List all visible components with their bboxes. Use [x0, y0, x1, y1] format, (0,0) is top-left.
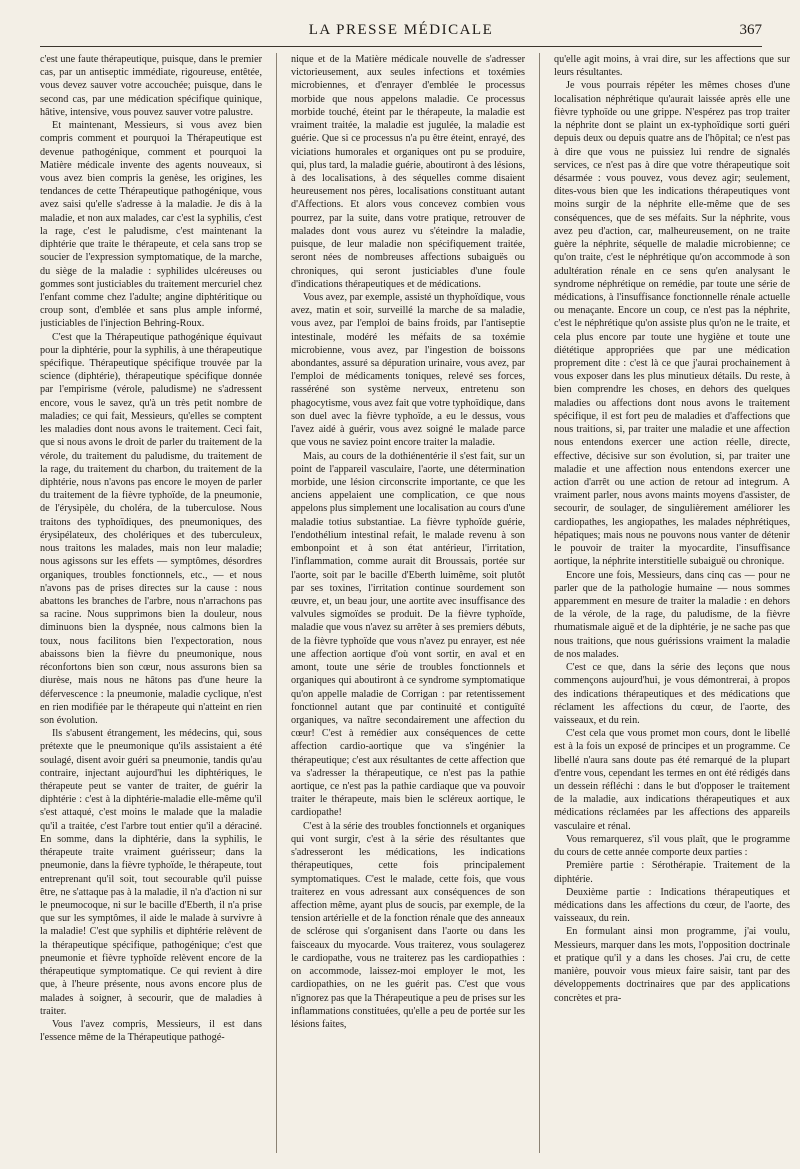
journal-title: LA PRESSE MÉDICALE	[308, 22, 494, 38]
column-1	[40, 53, 262, 1153]
column-3	[554, 53, 790, 1153]
paragraph: Et maintenant, Messieurs, si vous avez bien compris comment et pourquoi la Thérapeutique est devenue pathogénique, comment et pourquoi la Matière médicale invente des agents nouveaux, si vous avez bien compris la genèse, les origines, les tendances de cette Thérapeutique pathogénique, vous avez saisi qu'elle s'adresse à la maladie. Je dis à la maladie, et non aux malades, car c'est la syphilis, c'est la rage, c'est le paludisme, c'est maintenant la diphtérie que traite le thérapeute, et cela sans trop se soucier de l'expression symptomatique, de la marche, du siège de la maladie : syphilides ulcéreuses ou gommes sont justiciables du traitement mercuriel chez l'enfant comme chez l'adulte; angine diphtéritique ou croup sont, d'emblée et sans plus ample informé, justiciables de l'injection Behring-Roux.	[40, 120, 262, 330]
paragraph: qu'elle agit moins, à vrai dire, sur les affections que sur leurs résultantes.	[554, 54, 790, 79]
column-2	[291, 53, 525, 1153]
paragraph: nique et de la Matière médicale nouvelle de s'adresser victorieusement, aux seules infections et toxémies microbiennes, et d'enrayer d'emblée le processus morbide que nous appelons maladie. Ce processus morbide touché, éteint par le thérapeute, la maladie est vraiment traitée, la maladie est jugulée, la maladie est guérie. Que si ce processus n'a pu être éteint, enrayé, des viciations humorales et organiques ont pu se produire, qui, plus tard, la maladie guérie, aboutiront à des lésions, à des localisations, à des séquelles comme disaient heureusement nos pères, localisations constituant autant d'Affections. Et alors vous concevez combien vous pourrez, par la suite, dans votre pratique, retrouver de malades dont vous aurez vu s'éteindre la maladie, puisque, de leur maladie non spécifiquement traitée, seront nées de nombreuses affections subaiguës ou chroniques, qui seront justiciables d'une foule d'indications thérapeutiques et de médications.	[291, 54, 525, 290]
paragraph: Encore une fois, Messieurs, dans cinq cas — pour ne parler que de la pathologie humaine — nous sommes apparemment en mesure de traiter la maladie : en dehors de la vérole, de la rage, du paludisme, de la fièvre rhumatismale aiguë et de la diphtérie, je ne sache pas que nous traitions, que nous guérissions vraiment la maladie de nos malades.	[554, 569, 790, 660]
header-rule	[40, 46, 762, 47]
column-separator	[539, 53, 540, 1153]
paragraph: Vous remarquerez, s'il vous plaît, que le programme du cours de cette année comporte deux parties :	[554, 833, 790, 859]
paragraph: Deuxième partie : Indications thérapeutiques et médications dans les affections du cœur, de l'aorte, des vaisseaux, du rein.	[554, 886, 790, 925]
paragraph: C'est cela que vous promet mon cours, dont le libellé est à la fois un exposé de principes et un programme. Ce libellé n'aura sans doute pas été remarqué de la plupart d'entre vous, cependant les termes en ont été rédigés dans un dessein réfléchi : dans le but d'opposer le traitement de la maladie, aux indications thérapeutiques et aux médications réclamées par les affections des appareils vasculaire et rénal.	[554, 728, 790, 832]
column-separator	[276, 53, 277, 1153]
paragraph: Vous l'avez compris, Messieurs, il est dans l'essence même de la Thérapeutique pathogé-	[40, 1018, 262, 1044]
paragraph: En formulant ainsi mon programme, j'ai voulu, Messieurs, marquer dans les mots, l'opposition doctrinale et pratique qu'il y a dans les choses. J'ai cru, de cette manière, pouvoir vous mieux faire saisir, tant par des développements doctrinaires que par des applications concrètes et pra-	[554, 926, 790, 1004]
paragraph: Je vous pourrais répéter les mêmes choses d'une localisation néphrétique qu'aurait laissée après elle une fièvre typhoïde ou une grippe. N'espérez pas trop traiter la néphrite dont se plaint un ex-typhoïdique sorti guéri depuis deux ou depuis quatre ans de l'hôpital; ce n'est pas à dire que vous ne puissiez lui rendre de signalés services, ce n'est pas à dire que votre thérapeutique soit désarmée : vous pouvez, vous devez agir; seulement, dites-vous bien que les indications thérapeutiques vont moins surgir de la néphrite elle-même que de ses conséquences, que de ses méfaits. Sur la néphrite, vous avez peu d'action, car, malheureusement, on ne traite guère la néphrite, séquelle de maladie microbienne; ce qu'on traite, c'est le néphrétique qu'on accommode à son adultération rénale en ce sens qu'en analysant le syndrome néphrétique on remédie, par toute une série de médications, à l'insuffisance fonctionnelle rénale actuelle ou menaçante. Encore un coup, ce n'est pas la néphrite, c'est le néphrétique qu'on assiste plus qu'on ne le traite, et cela plus encore par toute une hygiène et toute une diététique appropriées que par une médication proprement dite : c'est là ce que j'aurai prochainement à vous exposer dans les plus minutieux détails. Du reste, à bien comprendre les choses, en dehors des quelques maladies ou affections dont nous avons le traitement spécifique, il est fort peu de maladies et d'affections que nous traitions, si, par traiter une maladie et une affection nous entendons exercer une action réelle, directe, effective, décisive sur son évolution, si, par traiter une maladie et une affection nous entendons exercer une action d'arrêt ou une action de retour ad integrum. A vraiment parler, nous avons maints moyens d'assister, de secourir, de soulager, de singulièrement améliorer les cardiopathes, les angiopathes, les malades néphrétiques, hépatiques; mais nous ne pouvons nous vanter de détenir le pouvoir de traiter la myocardite, l'insuffisance aortique, la néphrite interstitielle subaiguë ou chronique.	[554, 80, 790, 568]
paragraph: Vous avez, par exemple, assisté un thyphoïdique, vous avez, matin et soir, surveillé la marche de sa maladie, vous avez, par l'emploi de bains froids, par l'antiseptie intestinale, modéré les méfaits de sa toxémie microbienne, vous avez, par l'ingestion de boissons abondantes, assuré sa dépuration urinaire, vous avez, par l'emploi de médicaments toniques, relevé ses forces, rasséréné son système nerveux, entretenu son phagocytisme, vous avez fait que votre typhoïdique, dans son duel avec la fièvre typhoïde, a eu le dessus, vous l'avez aidé à guérir, vous avez soigné le malade parce que vous ne saviez point encore traiter la maladie.	[291, 291, 525, 449]
paragraph: C'est ce que, dans la série des leçons que nous commençons aujourd'hui, je vous démontrerai, à propos des indications thérapeutiques et des médications que réclament les affections du cœur, de l'aorte, des vaisseaux, et du rein.	[554, 662, 790, 726]
page-number: 367	[739, 22, 762, 38]
paragraph: Mais, au cours de la dothiénentérie il s'est fait, sur un point de l'appareil vasculaire, l'aorte, une détermination morbide, une lésion circonscrite importante, ce que les anciens appelaient une complication, ce que nous appelons plus simplement une localisation au cours d'une maladie totius substantiae. La fièvre typhoïde guérie, l'endothélium intestinal refait, le malade revenu à son embonpoint et à son état antérieur, l'irritation, l'inflammation, comme aurait dit Broussais, portée sur l'aorte, soit par le bacille d'Eberth luimême, soit plutôt par ses toxines, l'irritation continue sourdement son œuvre, et, un beau jour, une aortite avec insuffisance des valvules sigmoïdes se produit. De la fièvre typhoïde, maladie que vous n'avez su arrêter à ses premiers débuts, de la fièvre typhoïde que vous n'avez pu enrayer, est née une affection aortique d'où vont sortir, en aval et en amont, toute une série de troubles fonctionnels et organiques qui aboutiront à ce syndrome symptomatique qu'on appelle maladie de Corrigan : par retentissement fonctionnel autant que par continuité et contiguïté organiques, va naître secondairement une affection du cœur! C'est à remédier aux conséquences de cette affection cardio-aortique que va s'ingénier la thérapeutique; c'est aux résultantes de cette affection que va s'adresser la thérapeutique, ce n'est pas la pathie aortique, ce n'est pas la pathie cardiaque que va pouvoir traiter le thérapeute, mais bien le scléreux aortique, le cardiopathe!	[291, 450, 525, 819]
page-header	[40, 22, 762, 44]
paragraph: c'est une faute thérapeutique, puisque, dans le premier cas, par un antiseptic immédiate, rigoureuse, entêtée, vous devez sauver votre accouchée; puisque, dans le second cas, par une médication spécifique quinique, hâtive, intensive, vous pouvez sauver votre palustre.	[40, 54, 262, 118]
paragraph: C'est à la série des troubles fonctionnels et organiques qui vont surgir, c'est à la série des résultantes que s'adresseront les médications, les indications thérapeutiques, cette fois principalement symptomatiques. C'est le malade, cette fois, que vous traiterez en vous adressant aux conséquences de son affection même, ayant plus de soucis, par exemple, de la tension artérielle et de la fonction rénale que des anneaux de sclérose qui s'organisent dans l'aorte ou dans les faisceaux du myocarde. Vous traiterez, vous soulagerez le cardiopathe, vous ne traiterez pas les cardiopathies : on accommode, laissez-moi employer le mot, les cardiopathies, on ne les guérit pas. C'est que vous n'ignorez pas que la Thérapeutique a peu de prises sur les inflammations constituées, qu'elle a peu de portée sur les lésions faites,	[291, 820, 525, 1030]
paragraph: C'est que la Thérapeutique pathogénique équivaut pour la diphtérie, pour la syphilis, à une thérapeutique spécifique. Thérapeutique spécifique trouvée par la science (diphtérie), thérapeutique spécifique donnée par l'empirisme (vérole, paludisme) ne s'adressent encore, vous le savez, qu'à un très petit nombre de maladies; ce qui fait, Messieurs, qu'elles se comptent les maladies dont nous avons le traitement. Ceci fait, que si nous avons le droit de parler du traitement de la vérole, du traitement du paludisme, du traitement de la rage, du traitement du charbon, du traitement de la diphtérie, nous n'avons pas encore le moyen de parler du traitement de la fièvre typhoïde, de la pneumonie, de l'érysipèle, du choléra, de la tuberculose. Nous traitons des typhoïdiques, des pneumoniques, des érysipélateux, des cholériques et des tuberculeux, nous traitons les malades, mais non leur maladie; nous agissons sur les effets — symptômes, désordres organiques, troubles fonctionnels, etc., — et nous n'avons pas de prises directes sur la cause : nous abattons les branches de l'arbre, nous n'arrachons pas sa racine. Nous supprimons bien la douleur, nous diminuons bien la dyspnée, nous calmons bien la toux, nous facilitons bien l'expectoration, nous abaissons bien la fièvre du pneumonique, nous réconfortons bien son cœur, nous assurons bien sa diurèse, mais nous ne hâtons pas d'une heure la défervescence : la pneumonie, maladie cyclique, n'est en rien modifiée par le thérapeute qui n'atteint en rien son évolution.	[40, 331, 262, 726]
paragraph: Première partie : Sérothérapie. Traitement de la diphtérie.	[554, 860, 790, 885]
article-body	[40, 53, 790, 1153]
paragraph: Ils s'abusent étrangement, les médecins, qui, sous prétexte que le pneumonique qu'ils assistaient a été soulagé, disent avoir guéri sa pneumonie, tandis qu'au contraire, injectant aujourd'hui les diphtériques, le thérapeute peut se vanter de traiter, de guérir la diphtérie : c'est à la diphtérie-maladie elle-même qu'il s'est attaqué, c'est moins le malade que la maladie qu'il a traitée, c'est l'arbre tout entier qu'il a déraciné. En somme, dans la diphtérie, dans la syphilis, le thérapeute traite vraiment guérisseur; dans la pneumonie, dans la fièvre typhoïde, le thérapeute, tout entreprenant qu'il soit, tout secourable qu'il puisse être, ne s'attaque pas à la maladie, il n'a d'action ni sur le pneumocoque, ni sur le bacille d'Eberth, il n'a prise que sur les symptômes, il aide le malade à survivre à la maladie! C'est que syphilis et diphtérie relèvent de la thérapeutique spécifique, pathogénique; c'est que pneumonie et fièvre typhoïde relèvent encore de la thérapeutique symptomatique. Ce qui revient à dire que, à l'heure présente, nous avons encore plus de malades à soigner, à secourir, que de maladies à traiter.	[40, 728, 262, 1017]
